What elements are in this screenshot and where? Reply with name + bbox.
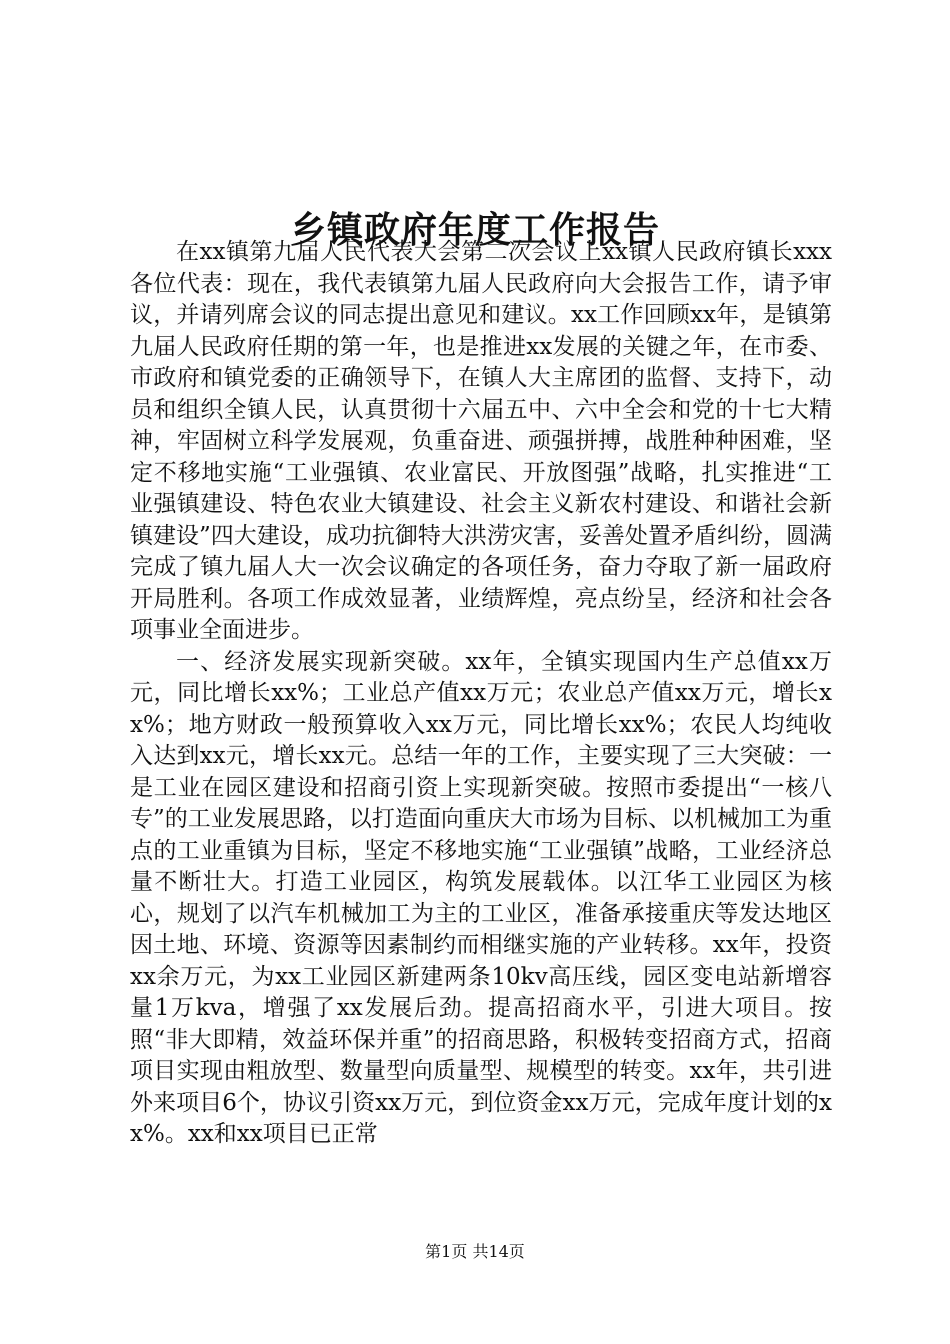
document-body [130,237,832,1151]
paragraph-intro: 在xx镇第九届人民代表大会第二次会议上xx镇人民政府镇长xxx各位代表：现在，我代表镇第九届人民政府向大会报告工作，请予审议，并请列席会议的同志提出意见和建议。xx工作回顾xx年，是镇第九届人民政府任期的第一年，也是推进xx发展的关键之年，在市委、市政府和镇党委的正确领导下，在镇人大主席团的监督、支持下，动员和组织全镇人民，认真贯彻十六届五中、六中全会和党的十七大精神，牢固树立科学发展观，负重奋进、顽强拼搏，战胜种种困难，坚定不移地实施“工业强镇、农业富民、开放图强”战略，扎实推进“工业强镇建设、特色农业大镇建设、社会主义新农村建设、和谐社会新镇建设”四大建设，成功抗御特大洪涝灾害，妥善处置矛盾纠纷，圆满完成了镇九届人大一次会议确定的各项任务，奋力夺取了新一届政府开局胜利。各项工作成效显著，业绩辉煌，亮点纷呈，经济和社会各项事业全面进步。 [130,239,832,643]
document-title: 乡镇政府年度工作报告 [289,209,660,252]
page-number-footer: 第1页 共14页 [425,1242,525,1261]
paragraph-economy: 一、经济发展实现新突破。xx年，全镇实现国内生产总值xx万元，同比增长xx%；工业总产值xx万元；农业总产值xx万元，增长xx%；地方财政一般预算收入xx万元，同比增长xx%；农民人均纯收入达到xx元，增长xx元。总结一年的工作，主要实现了三大突破：一是工业在园区建设和招商引资上实现新突破。按照市委提出“一核八专”的工业发展思路，以打造面向重庆大市场为目标、以机械加工为重点的工业重镇为目标，坚定不移地实施“工业强镇”战略，工业经济总量不断壮大。打造工业园区，构筑发展载体。以江华工业园区为核心，规划了以汽车机械加工为主的工业区，准备承接重庆等发达地区因土地、环境、资源等因素制约而相继实施的产业转移。xx年，投资xx余万元，为xx工业园区新建两条10kv高压线，园区变电站新增容量1万kva，增强了xx发展后劲。提高招商水平，引进大项目。按照“非大即精，效益环保并重”的招商思路，积极转变招商方式，招商项目实现由粗放型、数量型向质量型、规模型的转变。xx年，共引进外来项目6个，协议引资xx万元，到位资金xx万元，完成年度计划的xx%。xx和xx项目已正常 [130,648,832,1147]
